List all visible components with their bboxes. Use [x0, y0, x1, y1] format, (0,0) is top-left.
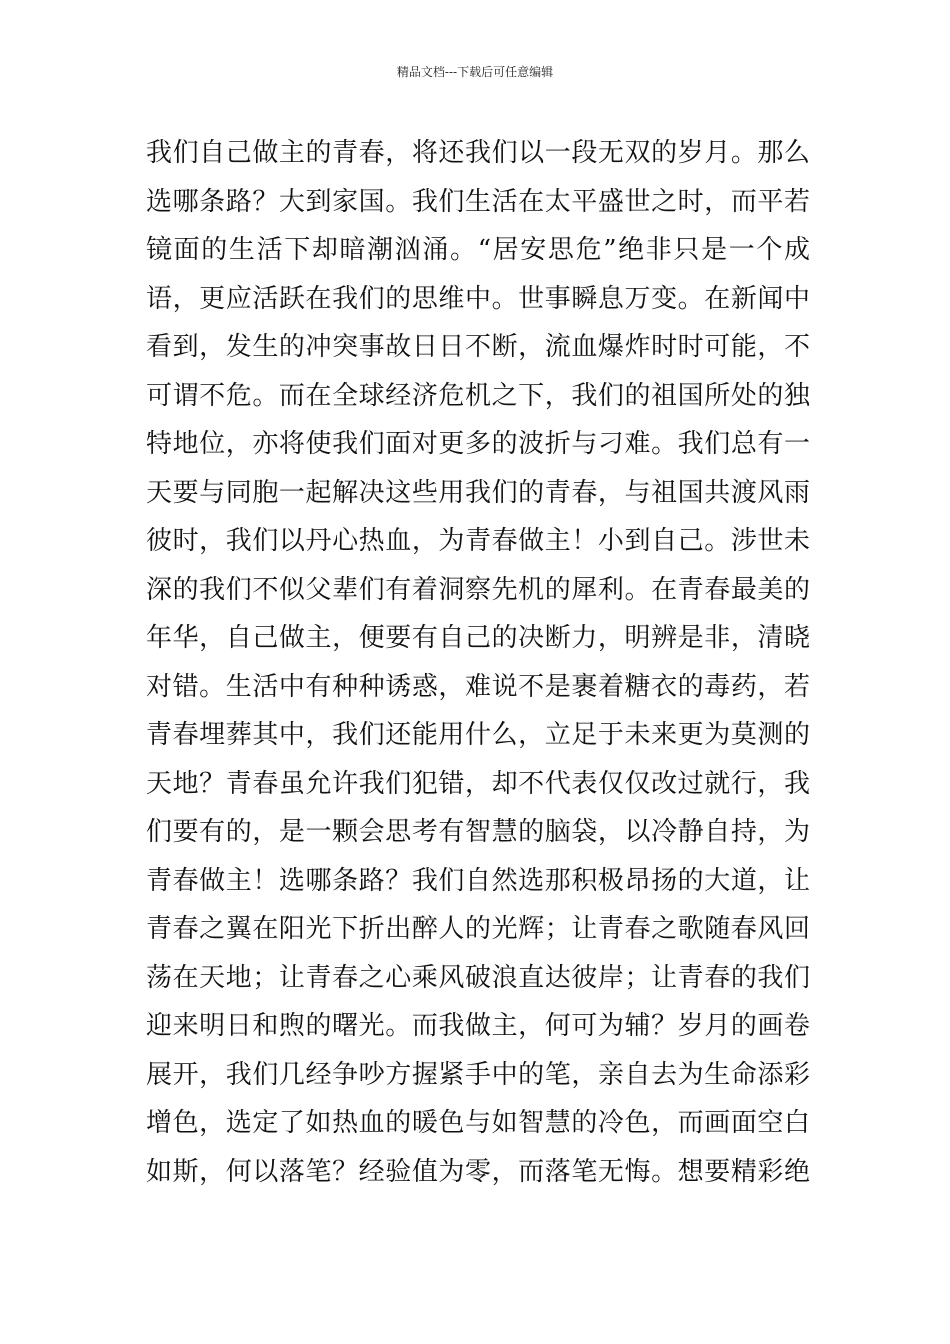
body-text [146, 129, 810, 1196]
text-line: 可谓不危。而在全球经济危机之下，我们的祖国所处的独 [146, 380, 810, 411]
text-line: 们要有的，是一颗会思考有智慧的脑袋，以冷静自持，为 [146, 817, 810, 847]
text-line: 选哪条路？大到家国。我们生活在太平盛世之时，而平若 [146, 186, 810, 217]
text-line: 特地位，亦将使我们面对更多的波折与刁难。我们总有一 [146, 429, 810, 459]
text-line: 彼时，我们以丹心热血，为青春做主！小到自己。涉世未 [146, 526, 810, 556]
text-line: 青春之翼在阳光下折出醉人的光辉；让青春之歌随春风回 [146, 914, 810, 944]
page-header: 精品文档---下载后可任意编辑 [396, 65, 554, 79]
text-line: 增色，选定了如热血的暖色与如智慧的冷色，而画面空白 [146, 1108, 810, 1138]
text-line: 深的我们不似父辈们有着洞察先机的犀利。在青春最美的 [146, 574, 810, 605]
text-line: 年华，自己做主，便要有自己的决断力，明辨是非，清晓 [146, 623, 810, 653]
text-line: 荡在天地；让青春之心乘风破浪直达彼岸；让青春的我们 [146, 962, 810, 993]
text-line: 我们自己做主的青春，将还我们以一段无双的岁月。那么 [146, 138, 810, 168]
text-line: 镜面的生活下却暗潮汹涌。“居安思危”绝非只是一个成 [146, 235, 810, 265]
text-line: 青春埋葬其中，我们还能用什么，立足于未来更为莫测的 [146, 720, 810, 750]
text-line: 天要与同胞一起解决这些用我们的青春，与祖国共渡风雨 [146, 477, 810, 508]
text-line: 语，更应活跃在我们的思维中。世事瞬息万变。在新闻中 [146, 283, 810, 314]
text-line: 如斯，何以落笔？经验值为零，而落笔无悔。想要精彩绝 [146, 1156, 810, 1187]
text-line: 天地？青春虽允许我们犯错，却不代表仅仅改过就行，我 [146, 768, 810, 799]
text-line: 青春做主！选哪条路？我们自然选那积极昂扬的大道，让 [146, 865, 810, 896]
text-line: 迎来明日和煦的曙光。而我做主，何可为辅？岁月的画卷 [146, 1011, 810, 1041]
text-line: 展开，我们几经争吵方握紧手中的笔，亲自去为生命添彩 [146, 1059, 810, 1090]
text-line: 对错。生活中有种种诱惑，难说不是裹着糖衣的毒药，若 [146, 671, 810, 702]
text-line: 看到，发生的冲突事故日日不断，流血爆炸时时可能，不 [146, 332, 810, 362]
